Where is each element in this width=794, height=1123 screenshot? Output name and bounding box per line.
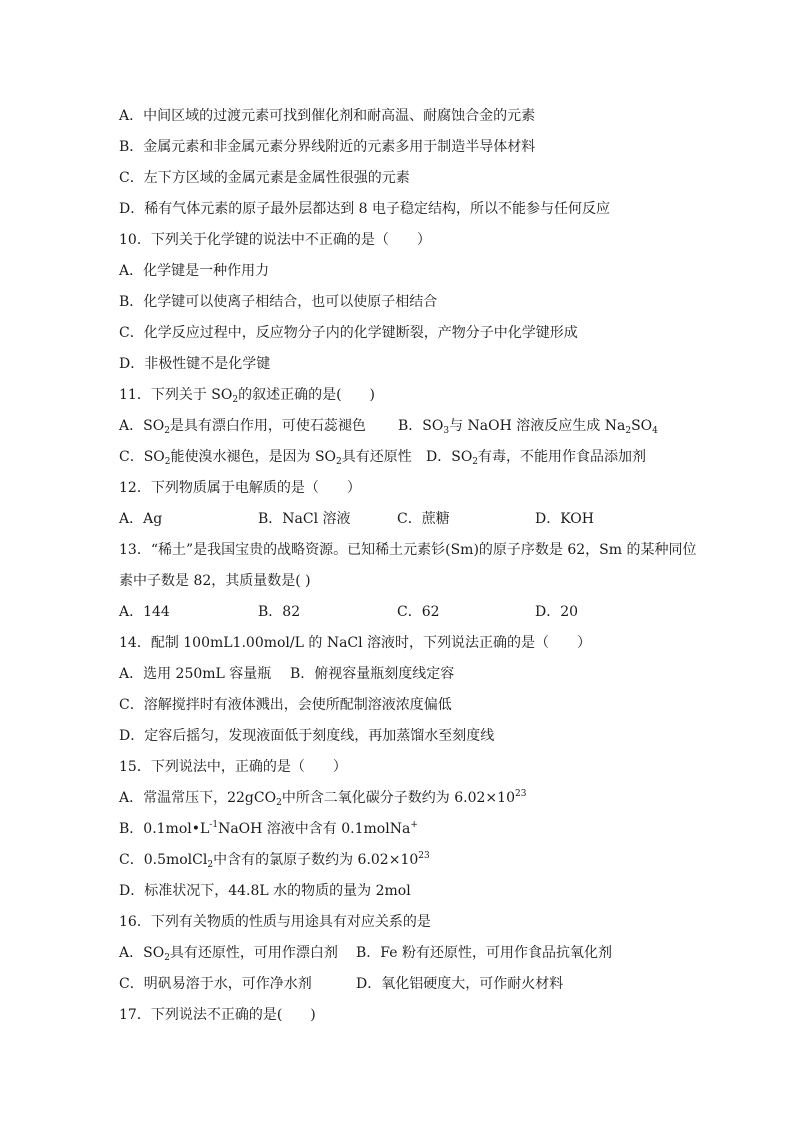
q15-option-c xyxy=(119,845,734,876)
text: B．SO xyxy=(398,418,444,434)
subscript: 2 xyxy=(276,798,282,808)
text: B．0.1mol•L xyxy=(119,821,210,837)
superscript: -1 xyxy=(209,820,219,830)
superscript: 23 xyxy=(418,851,430,861)
q11-options-row-1 xyxy=(119,411,734,442)
text: C．SO xyxy=(119,449,165,465)
text: 与 NaOH 溶液反应生成 Na xyxy=(449,418,626,434)
q12-option-a: A．Ag xyxy=(119,511,163,527)
q11-option-b xyxy=(398,411,658,442)
superscript: 23 xyxy=(514,789,527,799)
text: C．0.5molCl xyxy=(119,852,208,868)
subscript: 4 xyxy=(652,426,658,436)
q11-option-c xyxy=(119,442,412,473)
text: SO xyxy=(631,418,653,434)
text: 具有还原性，可用作漂白剂 xyxy=(169,945,338,961)
text: A．SO xyxy=(119,418,165,434)
q13-stem-line-1: 13．“稀土”是我国宝贵的战略资源。已知稀土元素钐(Sm)的原子序数是 62，Sm 的某种同位 xyxy=(119,542,697,558)
text: 中所含二氧化碳分子数约为 6.02×10 xyxy=(281,790,515,806)
text: A．SO xyxy=(119,945,165,961)
q11-option-d xyxy=(426,442,646,473)
text: A．常温常压下，22gCO xyxy=(119,790,277,806)
q11-options-row-2 xyxy=(119,442,734,473)
q12-stem: 12．下列物质属于电解质的是（ ） xyxy=(119,480,361,496)
text: 有毒，不能用作食品添加剂 xyxy=(478,449,647,465)
q14-option-a: A．选用 250mL 容量瓶 xyxy=(119,666,272,682)
subscript: 2 xyxy=(472,457,479,467)
q14-option-b: B．俯视容量瓶刻度线定容 xyxy=(290,666,455,682)
subscript: 2 xyxy=(164,953,170,963)
q11-option-a xyxy=(119,411,366,442)
q15-stem: 15．下列说法中，正确的是（ ） xyxy=(119,759,347,775)
q9-option-d: D．稀有气体元素的原子最外层都达到 8 电子稳定结构，所以不能参与任何反应 xyxy=(119,201,611,217)
text: D．SO xyxy=(426,449,473,465)
subscript: 2 xyxy=(232,395,239,405)
subscript: 2 xyxy=(164,426,170,436)
q11-stem-text: 11．下列关于 SO xyxy=(119,387,233,403)
q15-option-b xyxy=(119,814,734,845)
q11-stem-text: 的叙述正确的是( ) xyxy=(238,387,376,403)
q16-options-row-1 xyxy=(119,938,734,969)
superscript: + xyxy=(410,820,418,830)
text: NaOH 溶液中含有 0.1molNa xyxy=(218,821,411,837)
text: 中含有的氯原子数约为 6.02×10 xyxy=(213,852,419,868)
q16-option-b: B．Fe 粉有还原性，可用作食品抗氧化剂 xyxy=(356,945,612,961)
q15-option-a xyxy=(119,783,734,814)
q9-option-b: B．金属元素和非金属元素分界线附近的元素多用于制造半导体材料 xyxy=(119,139,536,155)
q9-option-c: C．左下方区域的金属元素是金属性很强的元素 xyxy=(119,170,410,186)
q10-stem: 10．下列关于化学键的说法中不正确的是（ ） xyxy=(119,232,431,248)
q14-option-c: C．溶解搅拌时有液体溅出，会使所配制溶液浓度偏低 xyxy=(119,697,452,713)
q9-option-a: A．中间区域的过渡元素可找到催化剂和耐高温、耐腐蚀合金的元素 xyxy=(119,108,536,124)
q13-option-b: B．82 xyxy=(258,604,301,620)
q13-options-row xyxy=(119,597,734,628)
q10-option-a: A．化学键是一种作用力 xyxy=(119,263,270,279)
q14-option-d: D．定容后摇匀，发现液面低于刻度线，再加蒸馏水至刻度线 xyxy=(119,728,495,744)
q12-options-row xyxy=(119,504,734,535)
subscript: 2 xyxy=(207,860,214,870)
q14-stem: 14．配制 100mL1.00mol/L 的 NaCl 溶液时，下列说法正确的是（ ） xyxy=(119,635,592,651)
text: 具有还原性 xyxy=(341,449,412,465)
q12-option-b: B．NaCl 溶液 xyxy=(258,511,351,527)
subscript: 2 xyxy=(625,426,632,436)
q10-option-c: C．化学反应过程中，反应物分子内的化学键断裂，产物分子中化学键形成 xyxy=(119,325,578,341)
q17-stem: 17．下列说法不正确的是( ) xyxy=(119,1007,316,1023)
q16-stem: 16．下列有关物质的性质与用途具有对应关系的是 xyxy=(119,914,431,930)
q12-option-c: C．蔗糖 xyxy=(397,511,450,527)
q15-option-d: D．标准状况下，44.8L 水的物质的量为 2mol xyxy=(119,883,411,899)
subscript: 2 xyxy=(336,457,342,467)
q10-option-b: B．化学键可以使离子相结合，也可以使原子相结合 xyxy=(119,294,438,310)
subscript: 2 xyxy=(164,457,171,467)
q16-option-d: D．氧化铝硬度大，可作耐火材料 xyxy=(356,976,564,992)
text: 是具有漂白作用，可使石蕊褪色 xyxy=(169,418,366,434)
q13-stem-line-2: 素中子数是 82，其质量数是( ) xyxy=(119,573,311,589)
text: 能使溴水褪色，是因为 SO xyxy=(170,449,337,465)
q14-options-row xyxy=(119,659,734,690)
q16-options-row-2 xyxy=(119,969,734,1000)
q10-option-d: D．非极性键不是化学键 xyxy=(119,356,271,372)
q16-option-c: C．明矾易溶于水，可作净水剂 xyxy=(119,976,312,992)
q11-stem xyxy=(119,380,734,411)
q13-option-d: D．20 xyxy=(535,604,579,620)
q13-option-a: A．144 xyxy=(119,604,170,620)
subscript: 3 xyxy=(443,426,450,436)
q13-option-c: C．62 xyxy=(397,604,440,620)
q12-option-d: D．KOH xyxy=(535,511,594,527)
q16-option-a xyxy=(119,938,338,969)
